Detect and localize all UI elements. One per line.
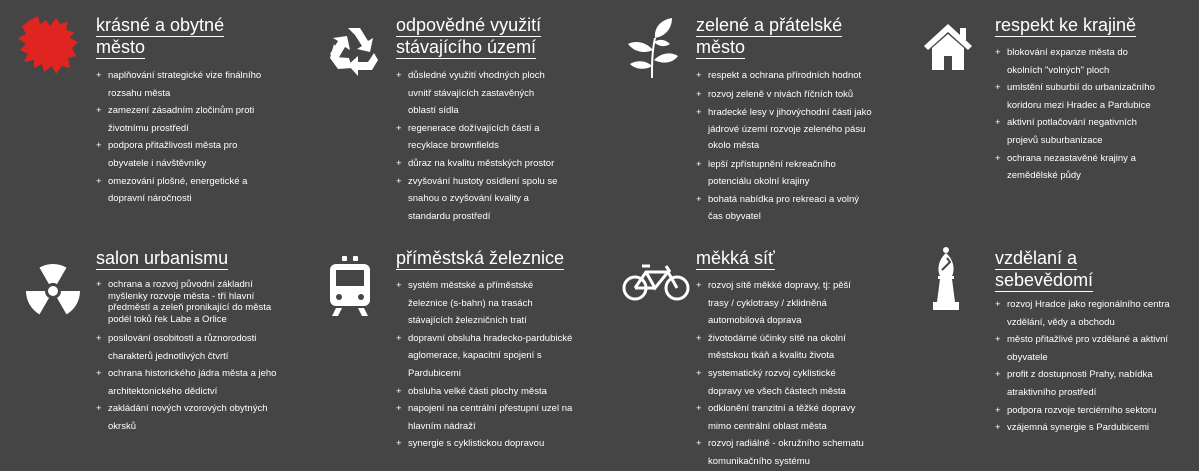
section-title: odpovědné využití stávajícího území	[396, 15, 542, 57]
list-item: + ochrana historického jádra města a jeho architektonického dědictví	[96, 365, 276, 400]
bullet-list	[696, 277, 864, 471]
list-item: + důsledné využití vhodných ploch uvnitř stávajících zastavěných oblastí sídla	[396, 67, 557, 120]
bullet-list	[396, 277, 572, 453]
bullet-list	[96, 330, 276, 436]
list-item: + regenerace dožívajících částí a recyklace brownfields	[396, 120, 557, 155]
list-item: + rozvoj radiálně - okružního schematu komunikačního systému	[696, 435, 864, 470]
list-item: + obsluha velké části plochy města	[396, 383, 572, 401]
plant-sprout-icon	[624, 16, 680, 80]
section-title: salon urbanismu	[96, 248, 229, 268]
list-item: + vzájemná synergie s Pardubicemi	[995, 419, 1170, 437]
list-item: + omezování plošné, energetické a dopravní náročnosti	[96, 173, 261, 208]
list-item: + napojení na centrální přestupní uzel na hlavním nádraží	[396, 400, 572, 435]
list-item: + hradecké lesy v jihovýchodní části jako jádrové území rozvoje zeleného pásu okolo města	[696, 105, 872, 155]
bullet-list	[96, 67, 261, 208]
list-item: + naplňování strategické vize finálního rozsahu města	[96, 67, 261, 102]
list-item: + zamezení zásadním zločinům proti životnímu prostředí	[96, 102, 261, 137]
house-icon	[922, 22, 974, 72]
bullet-list	[995, 44, 1155, 185]
list-item: + ochrana a rozvoj původní základní myšlenky rozvoje města - tří hlavní předměstí a zeleň pronikající do města podél toků řek Labe a Orlice	[96, 279, 271, 325]
list-item: + umlstění suburbií do urbanizačního koridoru mezi Hradec a Pardubice	[995, 79, 1155, 114]
section-title: vzdělaní a sebevědomí	[995, 248, 1094, 290]
list-item: + systematický rozvoj cyklistické dopravy ve všech částech města	[696, 365, 864, 400]
list-item: + podpora rozvoje terciérního sektoru	[995, 402, 1170, 420]
list-item: + důraz na kvalitu městských prostor	[396, 155, 557, 173]
list-item: + profit z dostupnosti Prahy, nabídka atraktivního prostředí	[995, 366, 1170, 401]
chess-bishop-icon	[930, 246, 962, 312]
bicycle-icon	[622, 262, 690, 302]
list-item: + životodárné účinky sítě na okolní městskou tkáň a kvalitu života	[696, 330, 864, 365]
bullet-list	[696, 68, 872, 227]
list-item: + blokování expanze města do okolních "volných" ploch	[995, 44, 1155, 79]
list-item: + posilování osobitosti a různorodosti charakterů jednotlivých čtvrtí	[96, 330, 276, 365]
list-item: + zvyšování hustoty osídlení spolu se snahou o zvyšování kvality a standardu prostředí	[396, 173, 557, 226]
list-item: + rozvoj sítě měkké dopravy, tj: pěší trasy / cyklotrasy / zklidněná automobilová doprava	[696, 277, 864, 330]
list-item: + bohatá nabídka pro rekreaci a volný čas obyvatel	[696, 192, 872, 225]
section-title: respekt ke krajině	[995, 15, 1137, 35]
list-item: + ochrana nezastavěné krajiny a zemědělské půdy	[995, 150, 1155, 185]
list-item: + dopravní obsluha hradecko-pardubické aglomerace, kapacitní spojení s Pardubicemi	[396, 330, 572, 383]
list-item: + rozvoj Hradce jako regionálního centra vzdělání, vědy a obchodu	[995, 296, 1170, 331]
bullet-list	[396, 67, 557, 225]
section-title: krásné a obytné město	[96, 15, 225, 57]
section-title: příměstská železnice	[396, 248, 565, 268]
list-item: + odklonění tranzitní a těžké dopravy mimo centrální oblast města	[696, 400, 864, 435]
recycle-icon	[326, 24, 382, 78]
section-title: měkká síť	[696, 248, 775, 268]
list-item: + město přitažlivé pro vzdělané a aktivní obyvatele	[995, 331, 1170, 366]
radiation-icon	[24, 262, 82, 320]
train-icon	[330, 256, 370, 316]
list-item: + lepší zpřístupnění rekreačního potenciálu okolní krajiny	[696, 157, 872, 190]
list-item: + systém městské a příměstské železnice (s-bahn) na trasách stávajících železničních tratí	[396, 277, 572, 330]
list-item: + synergie s cyklistickou dopravou	[396, 435, 572, 453]
bullet-list	[995, 296, 1170, 437]
section-title: zelené a přátelské město	[696, 15, 843, 57]
list-item: + podpora přitažlivosti města pro obyvatele i návštěvníky	[96, 137, 261, 172]
list-item: + rozvoj zeleně v nivách říčních toků	[696, 87, 872, 104]
list-item: + zakládání nových vzorových obytných okrsků	[96, 400, 276, 435]
city-map-icon	[16, 14, 82, 76]
bullet-list	[96, 279, 271, 328]
list-item: + aktivní potlačování negativních projevů suburbanizace	[995, 114, 1155, 149]
list-item: + respekt a ochrana přírodních hodnot	[696, 68, 872, 85]
